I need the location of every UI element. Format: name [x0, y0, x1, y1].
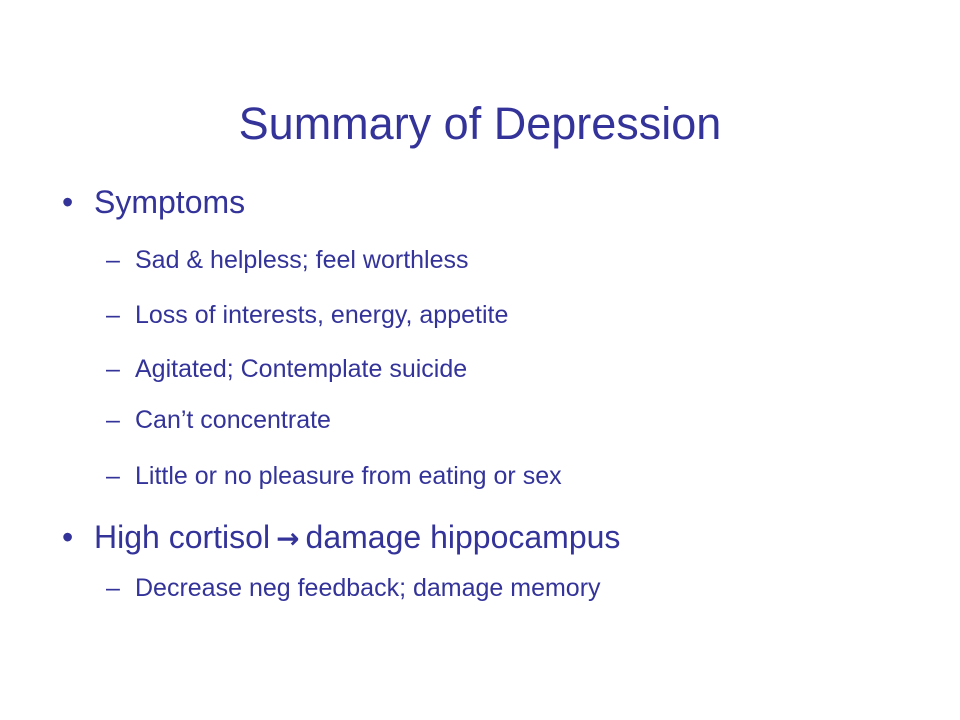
sub-item-text: Sad & helpless; feel worthless — [135, 246, 469, 274]
dash: – — [106, 462, 120, 490]
sub-item-text: Little or no pleasure from eating or sex — [135, 462, 562, 490]
sub-item-text: Loss of interests, energy, appetite — [135, 301, 509, 329]
dash: – — [106, 246, 120, 274]
sub-item — [106, 460, 562, 492]
bullet-label: Symptoms — [94, 184, 246, 220]
sub-item — [106, 244, 469, 276]
dash: – — [106, 301, 120, 329]
sub-item-text: Agitated; Contemplate suicide — [135, 355, 468, 383]
bullet-cortisol — [62, 517, 620, 559]
slide-title: Summary of Depression — [238, 98, 722, 149]
bullet-label-after: damage hippocampus — [305, 519, 621, 555]
dash: – — [106, 574, 120, 602]
bullet-label-before: High cortisol — [94, 519, 271, 555]
right-arrow-icon: → — [276, 522, 300, 555]
sub-item — [106, 404, 331, 436]
sub-item-text: Decrease neg feedback; damage memory — [135, 574, 601, 602]
bullet-dot: • — [62, 519, 74, 555]
sub-item — [106, 353, 467, 385]
bullet-symptoms — [62, 182, 245, 222]
sub-item — [106, 299, 508, 331]
dash: – — [106, 355, 120, 383]
dash: – — [106, 406, 120, 434]
sub-item-text: Can’t concentrate — [135, 406, 331, 434]
bullet-dot: • — [62, 184, 74, 220]
sub-item — [106, 572, 601, 604]
